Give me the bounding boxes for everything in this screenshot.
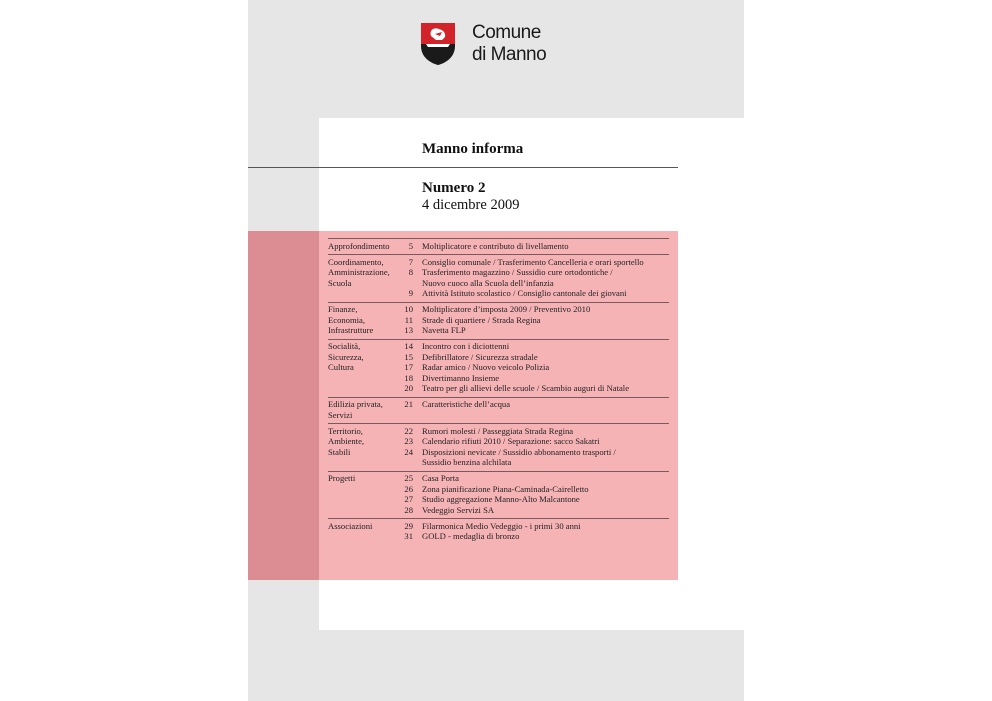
coat-of-arms-icon <box>420 22 456 66</box>
toc-entry-line: Radar amico / Nuovo veicolo Polizia <box>422 362 550 372</box>
toc-section-name-line: Stabili <box>328 446 351 457</box>
toc-entry-line: Caratteristiche dell’acqua <box>422 399 511 409</box>
toc-section-name <box>328 257 398 299</box>
toc-entry-text <box>422 267 613 288</box>
toc-entry <box>398 473 669 484</box>
toc-entry-line: Casa Porta <box>422 473 459 483</box>
toc-entry-line: Calendario rifiuti 2010 / Separazione: sacco Sakatri <box>422 436 600 446</box>
toc-entry-line: Moltiplicatore d’imposta 2009 / Preventivo 2010 <box>422 304 591 314</box>
toc-entry-text <box>422 315 541 326</box>
toc-entry-line: GOLD - medaglia di bronzo <box>422 531 520 541</box>
toc-section <box>328 518 669 545</box>
toc-entry-text <box>422 531 519 542</box>
toc-section-name-line: Infrastrutture <box>328 325 374 335</box>
toc-entry-line: Vedeggio Servizi SA <box>422 504 495 515</box>
publication-title: Manno informa <box>422 141 524 157</box>
toc-section-name-line: Cultura <box>328 362 354 372</box>
toc-entries <box>398 241 669 252</box>
toc-entries <box>398 426 669 468</box>
toc-entry-text <box>422 304 590 315</box>
toc-entry-text <box>422 362 549 373</box>
toc-entry-line: Attività Istituto scolastico / Consiglio cantonale dei giovani <box>422 288 627 298</box>
toc-section <box>328 254 669 302</box>
toc-entry-text <box>422 521 581 532</box>
toc-entry <box>398 241 669 252</box>
toc-section <box>328 397 669 424</box>
toc-entry <box>398 521 669 532</box>
toc-entries <box>398 341 669 394</box>
toc-page-number: 13 <box>404 325 413 335</box>
toc-entry-line: Studio aggregazione Manno-Alto Malcantone <box>422 494 580 504</box>
toc-entry-line: Defibrillatore / Sicurezza stradale <box>422 351 538 362</box>
toc-entry-text <box>422 436 600 447</box>
toc-entry <box>398 267 669 288</box>
toc-page-number: 28 <box>404 504 413 515</box>
issue-number: Numero 2 <box>422 180 486 196</box>
toc-entry-text <box>422 325 466 336</box>
toc-entry-text <box>422 288 627 299</box>
toc-section-name <box>328 341 398 394</box>
toc-page-number: 9 <box>408 288 413 298</box>
table-of-contents <box>328 238 669 545</box>
toc-entry-line: Divertimanno Insieme <box>422 372 500 383</box>
toc-page-number: 8 <box>408 267 413 277</box>
toc-page-number: 14 <box>404 341 413 351</box>
toc-entry-line: Sussidio benzina alchilata <box>422 457 512 467</box>
toc-entry <box>398 426 669 437</box>
toc-page-number: 22 <box>404 425 413 436</box>
logo-line-2: di Manno <box>472 44 547 65</box>
issue-info <box>422 180 519 214</box>
toc-page-number: 31 <box>404 531 413 541</box>
toc-page-number: 21 <box>404 399 413 409</box>
toc-section-name-line: Economia, <box>328 314 365 325</box>
toc-section-name-line: Scuola <box>328 277 352 288</box>
toc-entry <box>398 257 669 268</box>
toc-entry-line: Navetta FLP <box>422 325 466 335</box>
toc-section-name-line: Socialità, <box>328 341 361 351</box>
toc-entry-line: Zona pianificazione Piana-Caminada-Cairelletto <box>422 483 589 494</box>
title-divider <box>248 167 678 168</box>
toc-entry <box>398 505 669 516</box>
toc-entries <box>398 473 669 515</box>
toc-section <box>328 423 669 471</box>
toc-entry-text <box>422 241 569 252</box>
toc-page-number: 17 <box>404 362 413 372</box>
toc-entry <box>398 325 669 336</box>
toc-page-number: 11 <box>404 314 413 325</box>
toc-entry <box>398 315 669 326</box>
toc-section-name-line: Servizi <box>328 409 353 420</box>
logo-text <box>472 22 546 66</box>
toc-section <box>328 302 669 339</box>
toc-section-name <box>328 304 398 336</box>
toc-entry-line: Strade di quartiere / Strada Regina <box>422 314 541 325</box>
toc-page-number: 15 <box>404 351 413 362</box>
toc-section-name-line: Finanze, <box>328 304 358 314</box>
toc-section-name <box>328 473 398 515</box>
toc-section-name-line: Territorio, <box>328 425 363 436</box>
toc-entry-text <box>422 352 538 363</box>
toc-entry-line: Consiglio comunale / Trasferimento Cancelleria e orari sportello <box>422 256 644 267</box>
toc-page-number: 20 <box>404 383 413 393</box>
toc-entry-text <box>422 505 494 516</box>
toc-entry <box>398 352 669 363</box>
toc-entry-text <box>422 447 616 468</box>
toc-section-name-line: Ambiente, <box>328 436 365 446</box>
toc-entry-text <box>422 341 509 352</box>
toc-entry <box>398 494 669 505</box>
toc-entries <box>398 304 669 336</box>
toc-section-name-line: Edilizia privata, <box>328 399 383 409</box>
toc-section-name <box>328 241 398 252</box>
toc-entry <box>398 436 669 447</box>
toc-section <box>328 238 669 254</box>
toc-entry <box>398 304 669 315</box>
toc-entry-line: Disposizioni nevicate / Sussidio abbonamento trasporti / <box>422 446 616 457</box>
toc-entry <box>398 484 669 495</box>
toc-section <box>328 339 669 397</box>
toc-entry-text <box>422 399 510 410</box>
toc-entry-line: Trasferimento magazzino / Sussidio cure ortodontiche / <box>422 267 613 277</box>
toc-entry <box>398 341 669 352</box>
toc-entry-line: Moltiplicatore e contributo di livellamento <box>422 240 569 251</box>
toc-page-number: 29 <box>404 520 413 531</box>
toc-entry <box>398 362 669 373</box>
toc-entry-text <box>422 494 580 505</box>
toc-entry-text <box>422 373 499 384</box>
toc-entry <box>398 399 669 410</box>
toc-entry <box>398 373 669 384</box>
toc-page-number: 18 <box>404 372 413 383</box>
toc-page-number: 23 <box>404 436 413 446</box>
toc-section-name <box>328 521 398 542</box>
toc-section-name <box>328 399 398 420</box>
logo-line-1: Comune <box>472 22 541 43</box>
toc-page-number: 26 <box>404 483 413 494</box>
toc-section-name-line: Sicurezza, <box>328 351 364 362</box>
toc-entry-text <box>422 383 629 394</box>
toc-section-name-line: Progetti <box>328 473 356 483</box>
toc-section-name-line: Associazioni <box>328 520 373 531</box>
toc-page-number: 24 <box>404 446 413 457</box>
toc-page-number: 7 <box>408 256 413 267</box>
toc-section <box>328 471 669 519</box>
toc-section-name <box>328 426 398 468</box>
toc-side-strip <box>248 231 319 580</box>
municipality-logo <box>420 22 546 66</box>
toc-section-name-line: Approfondimento <box>328 240 390 251</box>
toc-entries <box>398 399 669 420</box>
toc-page-number: 27 <box>404 494 413 504</box>
toc-entries <box>398 521 669 542</box>
toc-entry-text <box>422 473 459 484</box>
toc-entries <box>398 257 669 299</box>
toc-entry <box>398 383 669 394</box>
toc-page-number: 10 <box>404 304 413 314</box>
toc-page-number: 5 <box>408 240 413 251</box>
toc-entry-line: Rumori molesti / Passeggiata Strada Regina <box>422 425 574 436</box>
toc-entry <box>398 288 669 299</box>
toc-section-name-line: Amministrazione, <box>328 267 390 277</box>
toc-entry-line: Teatro per gli allievi delle scuole / Scambio auguri di Natale <box>422 383 630 393</box>
toc-entry <box>398 447 669 468</box>
toc-section-name-line: Coordinamento, <box>328 256 384 267</box>
toc-entry-line: Filarmonica Medio Vedeggio - i primi 30 anni <box>422 520 581 531</box>
toc-entry-text <box>422 484 589 495</box>
toc-entry-text <box>422 426 573 437</box>
toc-entry <box>398 531 669 542</box>
toc-entry-text <box>422 257 644 268</box>
toc-entry-line: Nuovo cuoco alla Scuola dell’infanzia <box>422 277 554 288</box>
issue-date: 4 dicembre 2009 <box>422 197 520 213</box>
toc-page-number: 25 <box>404 473 413 483</box>
toc-entry-line: Incontro con i diciottenni <box>422 341 510 351</box>
